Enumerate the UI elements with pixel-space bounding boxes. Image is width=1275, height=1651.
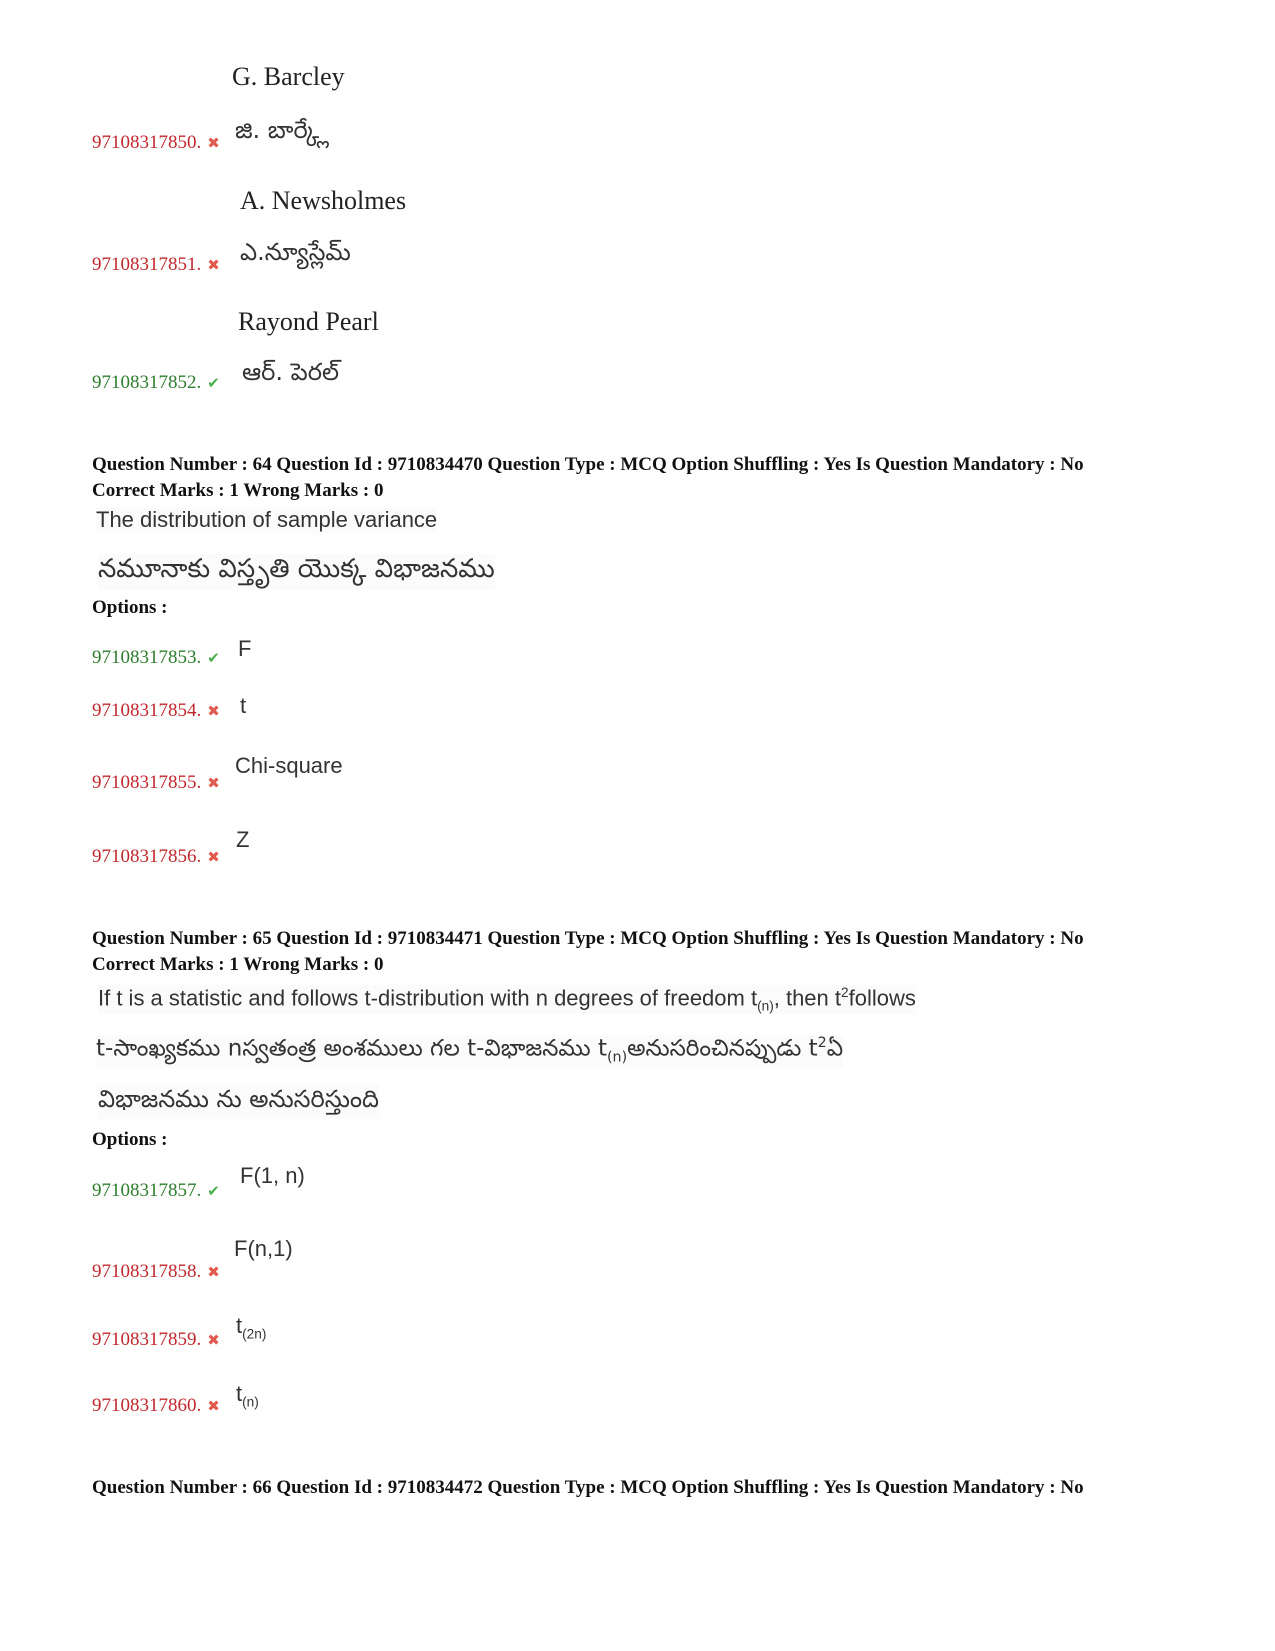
option-id: 97108317855. — [92, 772, 202, 793]
option-row — [92, 772, 220, 794]
check-icon: ✔ — [207, 374, 220, 392]
option-id: 97108317858. — [92, 1261, 202, 1282]
option-text: F(n,1) — [234, 1236, 293, 1261]
option-id: 97108317850. — [92, 132, 202, 153]
cross-icon: ✖ — [207, 702, 220, 720]
question-text-en: If t is a statistic and follows t-distribution with n degrees of freedom $t_{(n)}$, then $t^2follows$ — [98, 985, 916, 1014]
options-label: Options : — [92, 597, 168, 618]
option-row — [92, 647, 220, 669]
option-text: F — [238, 636, 252, 661]
option-text: $t_{(2n)}$ — [236, 1313, 267, 1342]
option-id: 97108317856. — [92, 846, 202, 867]
option-en-text: Rayond Pearl — [238, 307, 379, 336]
option-row — [92, 1329, 220, 1351]
check-icon: ✔ — [207, 1182, 220, 1200]
option-te-text: ఆర్. పెరల్ — [242, 358, 339, 386]
cross-icon: ✖ — [207, 256, 220, 274]
question-text-te: t-సాంఖ్యకము nస్వతంత్ర అంశములు గల t-విభాజనము $t_{(n)}అనుసరించినప్పుడు$ $t^2ఏ$ — [96, 1035, 843, 1068]
cross-icon: ✖ — [207, 134, 220, 152]
option-id: 97108317860. — [92, 1395, 202, 1416]
question-marks: Correct Marks : 1 Wrong Marks : 0 — [92, 954, 384, 975]
question-text-te: నమూనాకు విస్తృతి యొక్క విభాజనము — [98, 554, 495, 590]
question-header: Question Number : 66 Question Id : 9710834472 Question Type : MCQ Option Shuffling : Yes Is Question Mandatory : No — [92, 1477, 1084, 1498]
option-row — [92, 132, 220, 154]
option-row — [92, 846, 220, 868]
option-id: 97108317859. — [92, 1329, 202, 1350]
cross-icon: ✖ — [207, 774, 220, 792]
option-te-text: ఎ.న్యూస్లేమ్ — [240, 238, 351, 266]
question-text-en: The distribution of sample variance — [96, 507, 438, 532]
option-text: Z — [236, 827, 250, 852]
option-id: 97108317852. — [92, 372, 202, 393]
option-row — [92, 700, 220, 722]
option-te-text: జి. బార్క్లే — [235, 116, 329, 144]
option-text: t — [240, 693, 247, 718]
question-text-te-line2: విభాజనము ను అనుసరిస్తుంది — [98, 1085, 379, 1119]
option-en-text: G. Barcley — [232, 62, 345, 91]
check-icon: ✔ — [207, 649, 220, 667]
option-en-text: A. Newsholmes — [240, 186, 407, 215]
option-id: 97108317853. — [92, 647, 202, 668]
question-marks: Correct Marks : 1 Wrong Marks : 0 — [92, 480, 384, 501]
cross-icon: ✖ — [207, 1331, 220, 1349]
option-text: F(1, n) — [240, 1163, 305, 1188]
option-row — [92, 1395, 220, 1417]
option-text: $t_{(n)}$ — [236, 1381, 259, 1410]
question-header: Question Number : 64 Question Id : 9710834470 Question Type : MCQ Option Shuffling : Yes Is Question Mandatory : No — [92, 454, 1084, 475]
option-row — [92, 254, 220, 276]
cross-icon: ✖ — [207, 1263, 220, 1281]
cross-icon: ✖ — [207, 1397, 220, 1415]
option-text: Chi-square — [235, 753, 343, 778]
option-row — [92, 1261, 220, 1283]
options-label: Options : — [92, 1129, 168, 1150]
option-row — [92, 1180, 220, 1202]
option-id: 97108317854. — [92, 700, 202, 721]
option-id: 97108317851. — [92, 254, 202, 275]
option-row — [92, 372, 220, 394]
option-id: 97108317857. — [92, 1180, 202, 1201]
question-header: Question Number : 65 Question Id : 9710834471 Question Type : MCQ Option Shuffling : Yes Is Question Mandatory : No — [92, 928, 1084, 949]
cross-icon: ✖ — [207, 848, 220, 866]
